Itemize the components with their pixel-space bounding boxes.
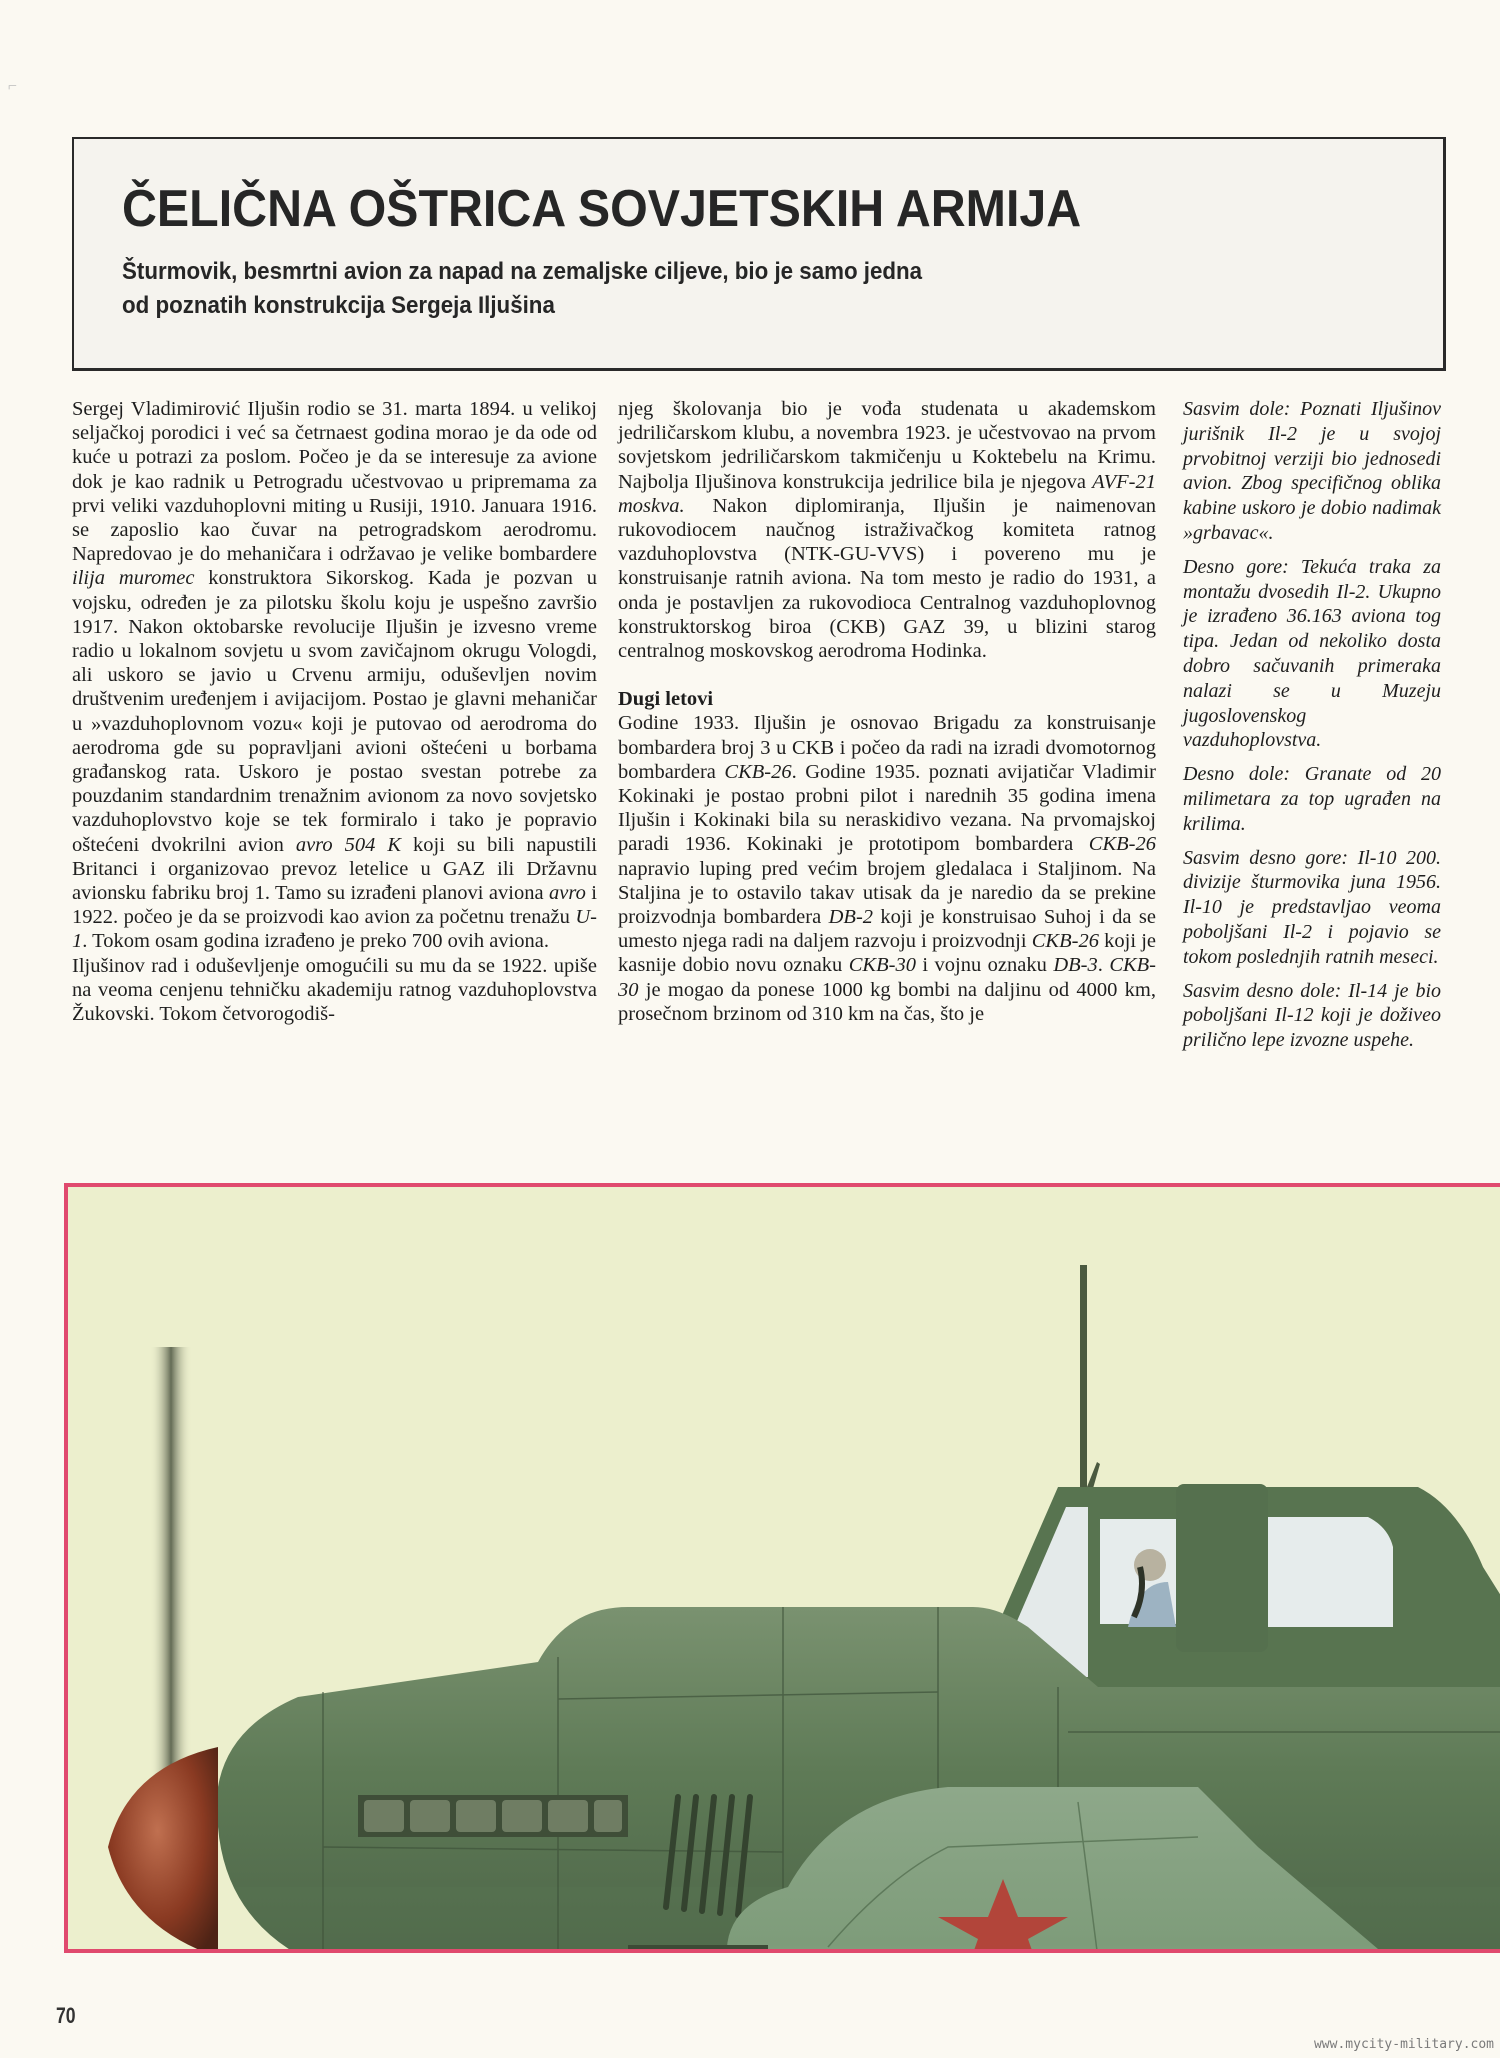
italic-term: U-1 [72, 906, 597, 953]
italic-term: avro 504 K [295, 833, 402, 856]
italic-term: CKB-26 [724, 760, 792, 783]
subtitle-line-1: Šturmovik, besmrtni avion za napad na zemaljske ciljeve, bio je samo jedna [122, 258, 923, 285]
italic-term: AVF-21 moskva. [618, 470, 1156, 517]
body-column-2 [618, 397, 1156, 1026]
subtitle-line-2: od poznatih konstrukcija Sergeja Iljušina [122, 292, 555, 319]
italic-term: CKB-30 [848, 954, 916, 977]
italic-term: CKB-26 [1031, 930, 1099, 953]
article-subtitle [122, 255, 1145, 323]
il2-profile-drawing [68, 1187, 1500, 1953]
caption-desno-dole: Desno dole: Granate od 20 milimetara za top ugrađen na krilima. [1183, 763, 1441, 835]
caption-sasvim-dole: Sasvim dole: Poznati Iljušinov jurišnik Il-2 je u svojoj prvobitnoj verziji bio jednosedi avion. Zbog specifičnog oblika kabine uskoro je dobio nadimak »grbavac«. [1183, 398, 1441, 544]
italic-term: CKB-26 [1088, 833, 1156, 856]
page-number: 70 [56, 2003, 76, 2028]
exhaust-stacks [358, 1795, 628, 1837]
italic-term: ilija muromec [72, 567, 195, 590]
italic-term: avro [549, 882, 586, 905]
watermark: www.mycity-military.com [1313, 2037, 1494, 2052]
aircraft-illustration [64, 1183, 1500, 1953]
caption-desno-gore: Desno gore: Tekuća traka za montažu dvosedih Il-2. Ukupno je izrađeno 36.163 aviona tog tipa. Jedan od nekoliko dosta dobro sačuvanih primeraka nalazi se u Muzeju jugoslovenskog vazduhoplovstva. [1183, 555, 1441, 752]
wing-cannon [628, 1945, 768, 1952]
italic-term: DB-3 [1053, 954, 1098, 977]
italic-term: DB-2 [828, 906, 874, 929]
body-paragraph: Sergej Vladimirović Iljušin rodio se 31. marta 1894. u velikoj seljačkoj porodici i već sa četrnaest godina morao je da ode od kuće u potrazi za poslom. Počeo je da se interesuje za avione dok je kao radnik u Petrogradu učestvovao u pripremama za prvi veliki vazduhoplovni miting u Rusiji, 1910. Januara 1916. se zaposlio kao čuvar na petrogradskom aerodromu. Napredovao je do mehaničara i održavao je velike bombardere ilija muromec konstruktora Sikorskog. Kada je pozvan u vojsku, određen je za pilotsku školu koju je uspešno završio 1917. Nakon oktobarske revolucije Iljušin je izvesno vreme radio u lokalnom sovjetu u svom zavičajnom okrugu Vologdi, ali uskoro se javio u Crvenu armiju, oduševljen novim društvenim uređenjem i avijacijom. Postao je glavni mehaničar u »vazduhoplovnom vozu« koji je putovao od aerodroma do aerodroma gde su popravljani avioni oštećeni u borbama građanskog rata. Uskoro je postao svestan potrebe za pouzdanim standardnim trenažnim avionom za novo sovjetsko vazduhoplovstvo koje se tek formiralo i tako je popravio oštećeni dvokrilni avion avro 504 K koji su bili napustili Britanci i organizovao prevoz letelice u GAZ ili Državnu avionsku fabriku broj 1. Tamo su izrađeni planovi aviona avro i 1922. počeo je da se proizvodi kao avion za početnu trenažu U-1. Tokom osam godina izrađeno je preko 700 ovih aviona. [72, 398, 597, 953]
body-column-1 [72, 397, 597, 1026]
article-header [72, 137, 1446, 371]
italic-term: CKB-30 [618, 954, 1157, 1001]
article-title: ČELIČNA OŠTRICA SOVJETSKIH ARMIJA [122, 180, 1082, 238]
section-heading: Dugi letovi [618, 688, 714, 711]
body-paragraph: Godine 1933. Iljušin je osnovao Brigadu za konstruisanje bombardera broj 3 u CKB i počeo da radi na izradi dvomotornog bombardera CKB-26. Godine 1935. poznati avijatičar Vladimir Kokinaki je postao probni pilot i narednih 35 godina imena Iljušin i Kokinaki bila su neraskidivo vezana. Na prvomajskoj paradi 1936. Kokinaki je prototipom bombardera CKB-26 napravio luping pred većim brojem gledalaca i Staljinom. Na Staljina je to ostavilo takav utisak da je naredio da se prekine proizvodnja bombardera DB-2 koji je konstruisao Suhoj i da se umesto njega radi na daljem razvoju i proizvodnji CKB-26 koji je kasnije dobio novu oznaku CKB-30 i vojnu oznaku DB-3. CKB-30 je mogao da ponese 1000 kg bombi na daljinu od 4000 km, prosečnom brzinom od 310 km na čas, što je [618, 712, 1157, 1025]
body-paragraph: njeg školovanja bio je vođa studenata u akademskom jedriličarskom klubu, a novembra 1923. je učestvovao na prvom sovjetskom jedriličarskom takmičenju u Koktebelu na Krimu. Najbolja Iljušinova konstrukcija jedrilice bila je njegova AVF-21 moskva. Nakon diplomiranja, Iljušin je naimenovan rukovodiocem naučnog istraživačkog komiteta ratnog vazduhoplovstva (NTK-GU-VVS) i povereno mu je konstruisanje ratnih aviona. Na tom mesto je radio do 1931, a onda je postavljen za rukovodioca Centralnog vazduhoplovnog konstruktorskog biroa (CKB) GAZ 39, u blizini starog centralnog moskovskog aerodroma Hodinka. [618, 398, 1156, 663]
caption-sasvim-desno-gore: Sasvim desno gore: Il-10 200. divizije šturmovika juna 1956. Il-10 je predstavljao veoma poboljšani Il-2 i pojavio se tokom poslednjih ratnih meseci. [1183, 846, 1441, 968]
body-paragraph: Iljušinov rad i oduševljenje omogućili su mu da se 1922. upiše na veoma cenjenu tehničku akademiju ratnog vazduhoplovstva Žukovski. Tokom četvorogodiš- [72, 954, 597, 1026]
caption-column [1183, 397, 1441, 1062]
caption-sasvim-desno-dole: Sasvim desno dole: Il-14 je bio poboljšani Il-12 koji je doživeo prilično lepe izvozne uspehe. [1183, 979, 1441, 1052]
antenna-mast [1080, 1265, 1087, 1515]
scan-artifact: ⌐ [8, 78, 18, 95]
